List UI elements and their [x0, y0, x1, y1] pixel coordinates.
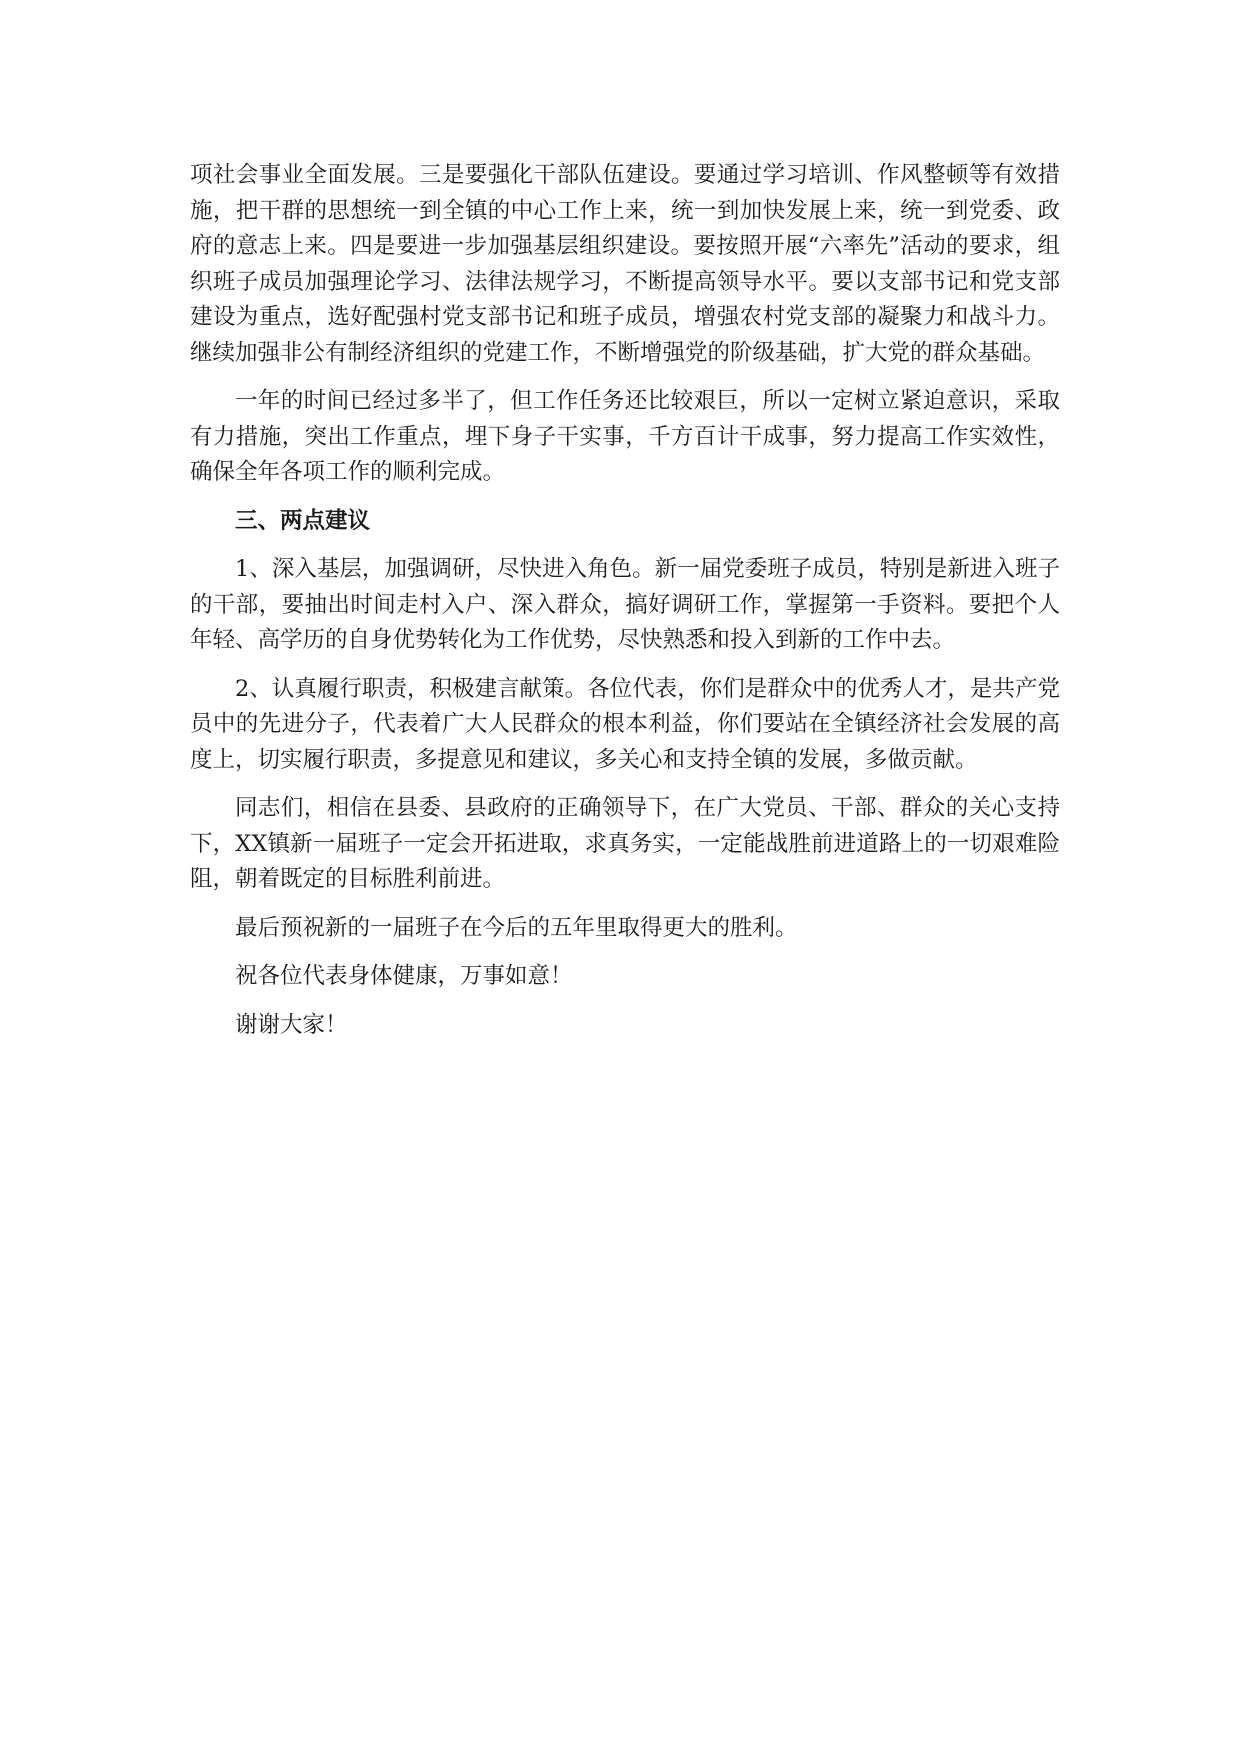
- closing-line: 祝各位代表身体健康，万事如意！: [235, 963, 573, 989]
- body-paragraph: 一年的时间已经过多半了，但工作任务还比较艰巨，所以一定树立紧迫意识，采取有力措施，突出工作重点，埋下身子干实事，千方百计干成事，努力提高工作实效性，确保全年各项工作的顺利完成。: [190, 388, 1060, 485]
- suggestion-paragraph: 1、深入基层，加强调研，尽快进入角色。新一届党委班子成员，特别是新进入班子的干部，要抽出时间走村入户、深入群众，搞好调研工作，掌握第一手资料。要把个人年轻、高学历的自身优势转化为工作优势，尽快熟悉和投入到新的工作中去。: [190, 556, 1060, 653]
- closing-line: 谢谢大家！: [235, 1011, 348, 1038]
- document-page: [190, 158, 1060, 1056]
- suggestion-paragraph: 2、认真履行职责，积极建言献策。各位代表，你们是群众中的优秀人才，是共产党员中的先进分子，代表着广大人民群众的根本利益，你们要站在全镇经济社会发展的高度上，切实履行职责，多提意见和建议，多关心和支持全镇的发展，多做贡献。: [190, 675, 1060, 773]
- section-heading: 三、两点建议: [235, 507, 371, 534]
- closing-line: 最后预祝新的一届班子在今后的五年里取得更大的胜利。: [235, 914, 798, 941]
- closing-paragraph: 同志们，相信在县委、县政府的正确领导下，在广大党员、干部、群众的关心支持下，XX镇新一届班子一定会开拓进取，求真务实，一定能战胜前进道路上的一切艰难险阻，朝着既定的目标胜利前进。: [190, 795, 1060, 892]
- body-paragraph: 项社会事业全面发展。三是要强化干部队伍建设。要通过学习培训、作风整顿等有效措施，把干群的思想统一到全镇的中心工作上来，统一到加快发展上来，统一到党委、政府的意志上来。四是要进一步加强基层组织建设。要按照开展“六率先”活动的要求，组织班子成员加强理论学习、法律法规学习，不断提高领导水平。要以支部书记和党支部建设为重点，选好配强村党支部书记和班子成员，增强农村党支部的凝聚力和战斗力。继续加强非公有制经济组织的党建工作，不断增强党的阶级基础，扩大党的群众基础。: [190, 162, 1060, 366]
